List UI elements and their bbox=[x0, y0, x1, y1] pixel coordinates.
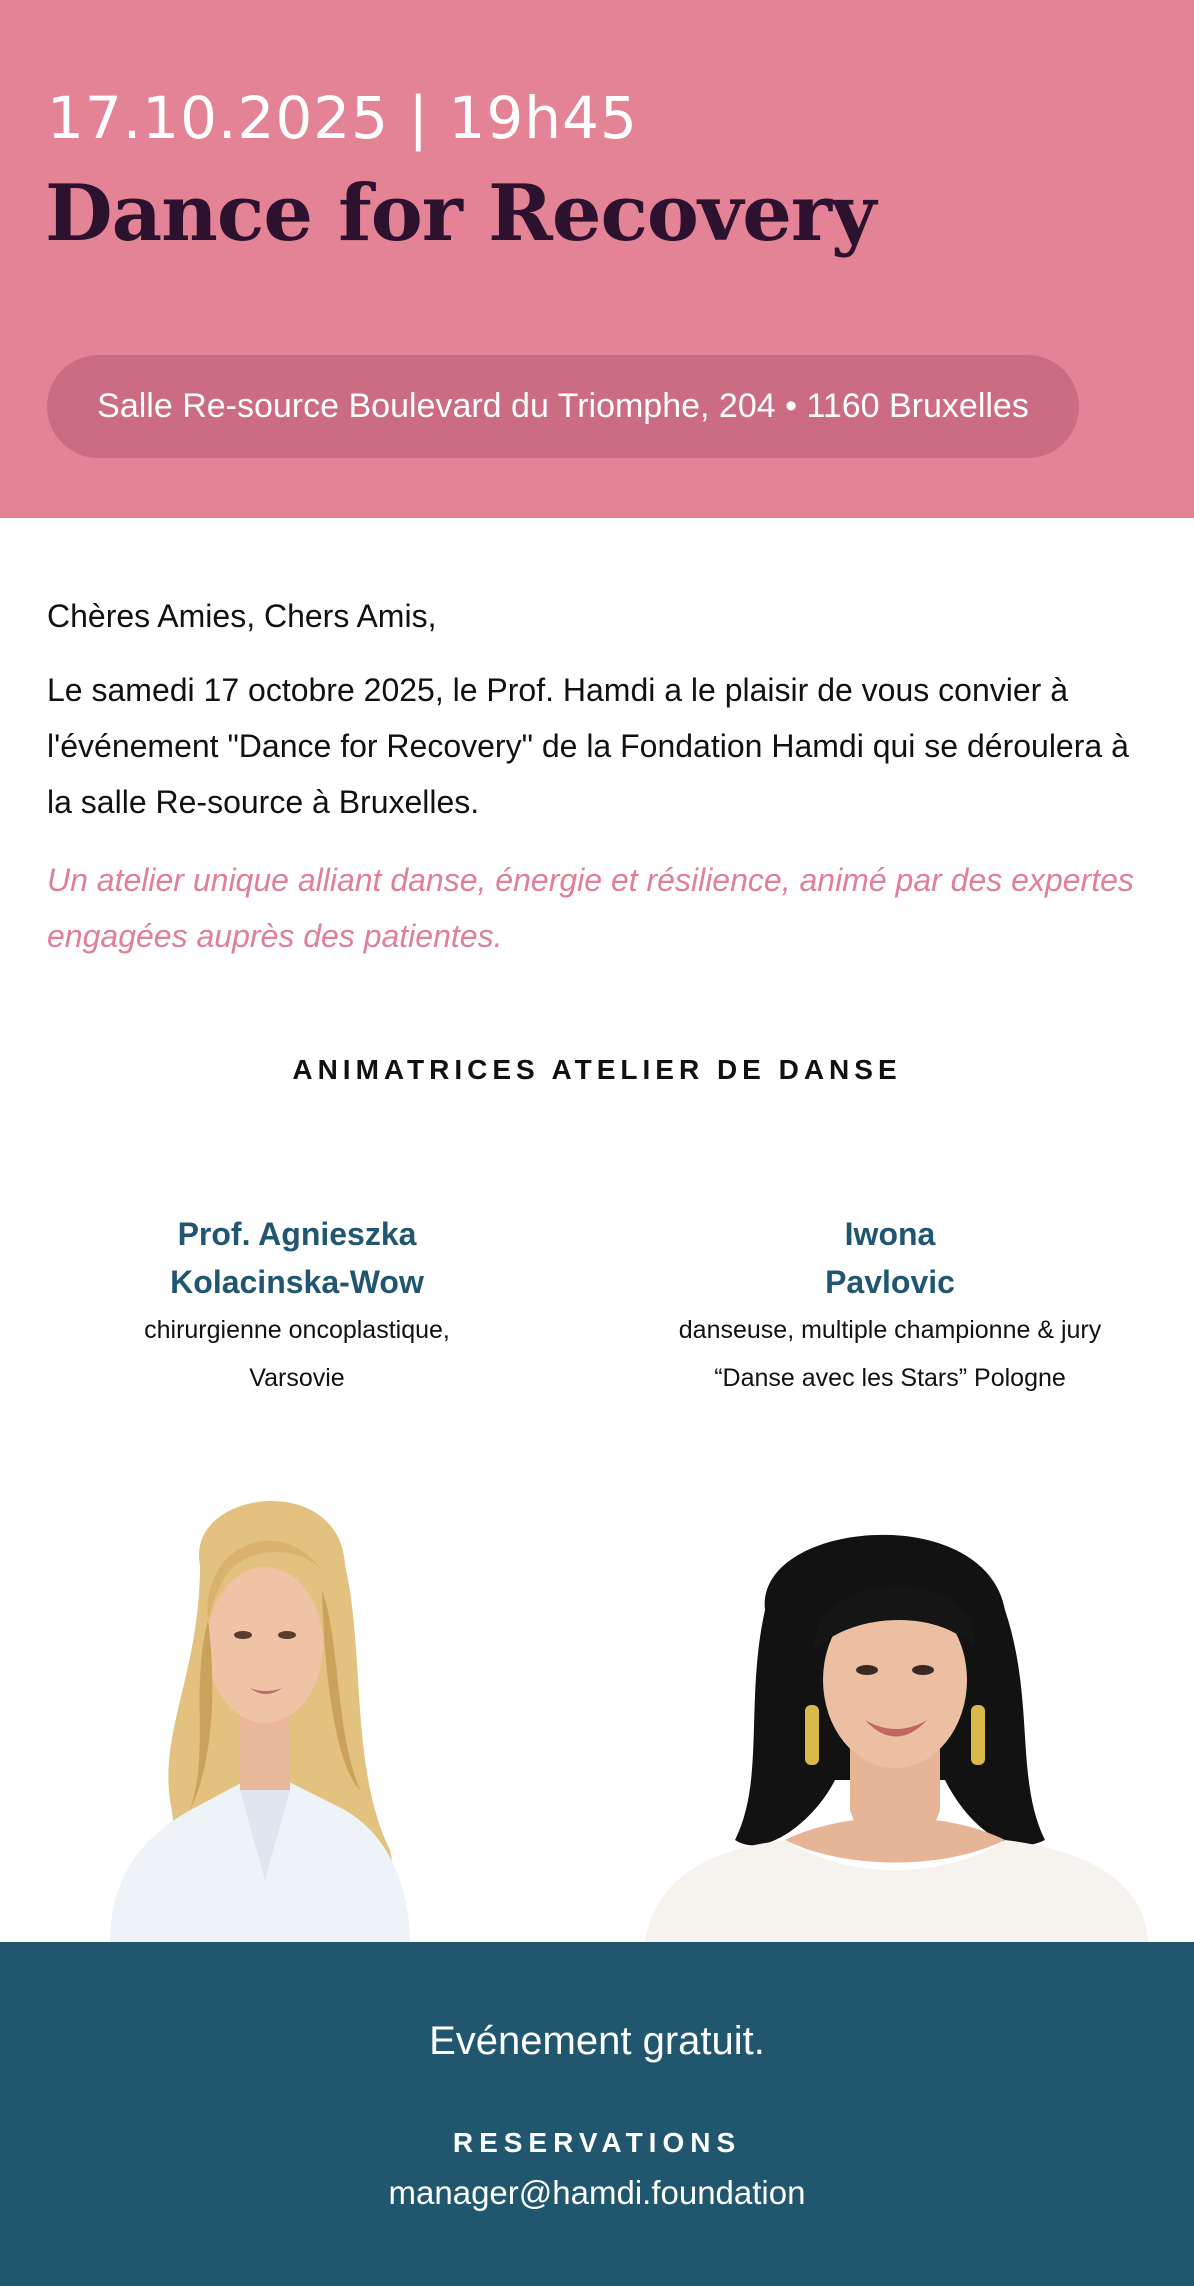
event-tagline: Un atelier unique alliant danse, énergie et résilience, animé par des expertes engagées auprès des patientes. bbox=[47, 862, 1134, 954]
speaker-role-line1: danseuse, multiple championne & jury bbox=[678, 1316, 1102, 1344]
event-title: Dance for Recovery bbox=[45, 168, 876, 259]
speaker-photo-1 bbox=[90, 1470, 445, 1942]
portrait-dark-haired-woman-icon bbox=[645, 1480, 1148, 1942]
speaker-card-1 bbox=[80, 1210, 514, 1402]
reservation-email-link[interactable]: manager@hamdi.foundation bbox=[388, 2174, 806, 2211]
speaker-role-line1: chirurgienne oncoplastique, bbox=[144, 1316, 450, 1344]
speaker-name-line1: Iwona bbox=[844, 1216, 936, 1252]
speaker-name-line2: Kolacinska-Wow bbox=[170, 1264, 424, 1300]
venue-badge bbox=[47, 355, 1079, 458]
speaker-role-line2: “Danse avec les Stars” Pologne bbox=[714, 1364, 1066, 1392]
intro-paragraph: Le samedi 17 octobre 2025, le Prof. Hamdi a le plaisir de vous convier à l'événement "Dance for Recovery" de la Fondation Hamdi qui se déroulera à la salle Re-source à Bruxelles. bbox=[47, 672, 1129, 820]
greeting-text: Chères Amies, Chers Amis, bbox=[47, 598, 437, 634]
portrait-blonde-woman-icon bbox=[90, 1470, 445, 1942]
event-header bbox=[0, 0, 1194, 518]
speaker-name-line2: Pavlovic bbox=[825, 1264, 955, 1300]
footer bbox=[0, 1942, 1194, 2286]
speaker-card-2 bbox=[640, 1210, 1140, 1402]
speaker-photo-2 bbox=[645, 1480, 1148, 1942]
venue-address: Salle Re-source Boulevard du Triomphe, 204 • 1160 Bruxelles bbox=[97, 387, 1029, 425]
speaker-role-line2: Varsovie bbox=[249, 1364, 345, 1392]
section-title: ANIMATRICES ATELIER DE DANSE bbox=[292, 1054, 902, 1085]
free-event-text: Evénement gratuit. bbox=[429, 2019, 765, 2063]
speaker-name-line1: Prof. Agnieszka bbox=[177, 1216, 417, 1252]
event-date-time: 17.10.2025 | 19h45 bbox=[47, 84, 638, 152]
reservations-label: RESERVATIONS bbox=[452, 2127, 742, 2158]
